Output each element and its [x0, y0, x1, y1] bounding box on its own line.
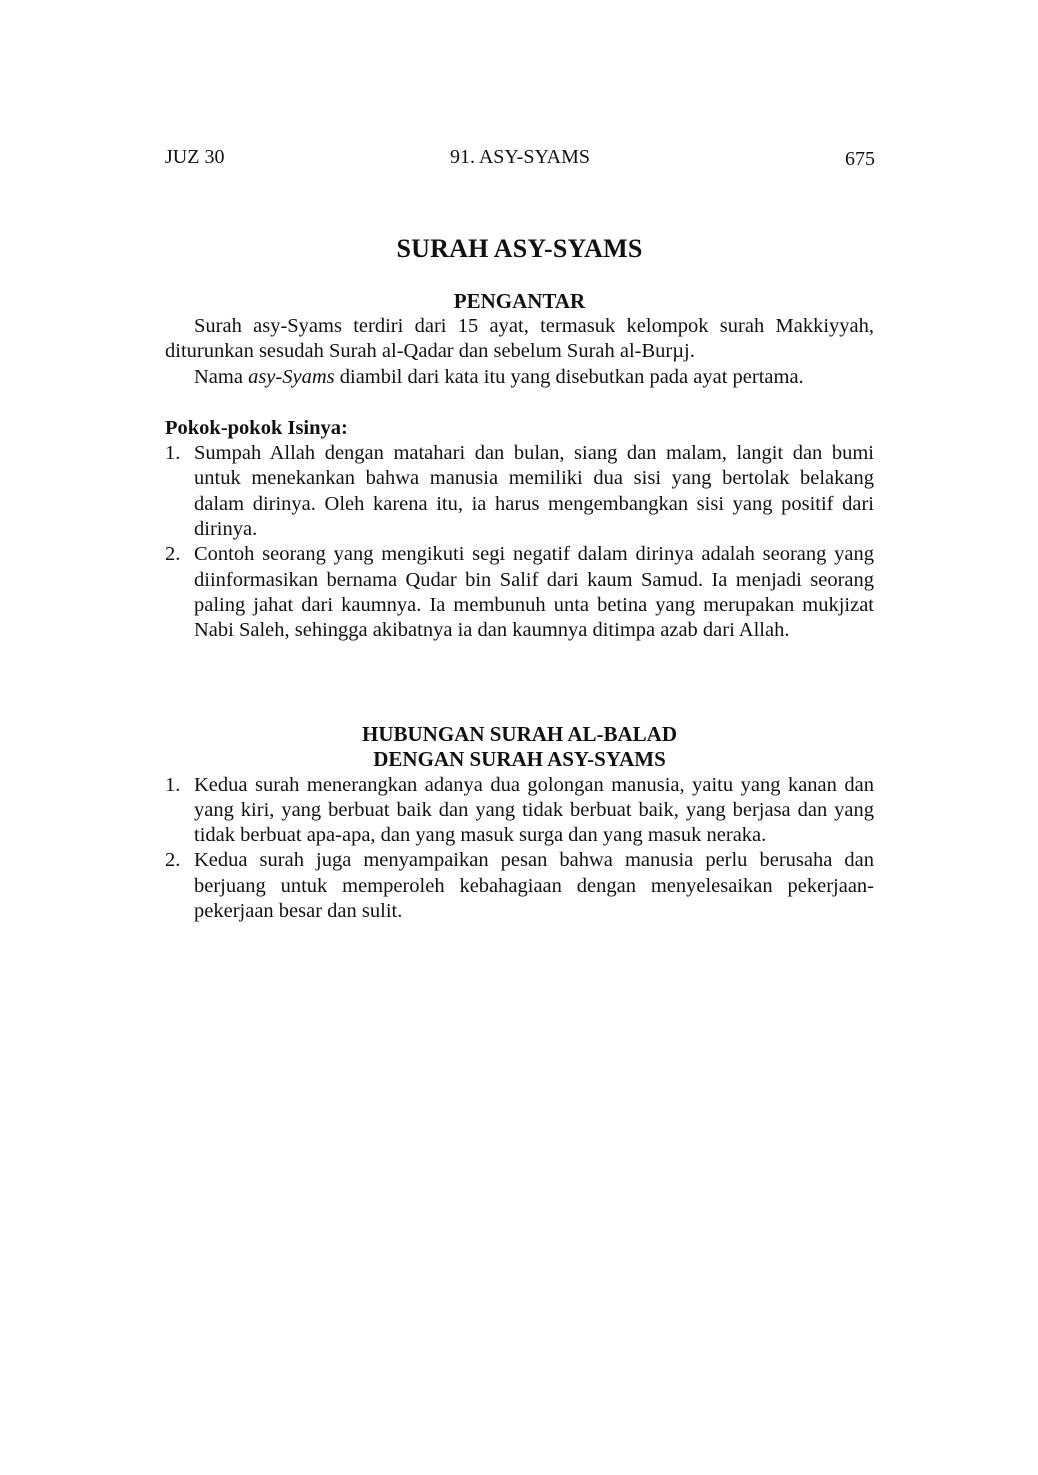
page-title: SURAH ASY-SYAMS: [396, 234, 643, 263]
list-number: 1.: [165, 442, 181, 465]
list-number: 2.: [165, 543, 181, 566]
hubungan-heading: [165, 722, 874, 773]
hubungan-heading-line-1: HUBUNGAN SURAH AL-BALAD: [361, 721, 678, 746]
surah-label: 91. ASY-SYAMS: [449, 146, 591, 168]
para2-after: diambil dari kata itu yang disebutkan pada ayat pertama.: [334, 365, 804, 388]
pokok-heading: Pokok-pokok Isinya:: [165, 416, 348, 439]
juz-label: JUZ 30: [165, 146, 225, 168]
list-text: Kedua surah juga menyampaikan pesan bahwa manusia perlu berusaha dan berjuang untuk memperoleh kebahagiaan dengan menyelesaikan pekerjaan-pekerjaan besar dan sulit.: [194, 849, 874, 923]
list-text: Kedua surah menerangkan adanya dua golongan manusia, yaitu yang kanan dan yang kiri, yang berbuat baik dan yang tidak berbuat baik, yang berjasa dan yang tidak berbuat apa-apa, dan yang masuk surga dan yang masuk neraka.: [194, 773, 874, 847]
list-number: 1.: [165, 773, 181, 796]
para2-before: Nama: [194, 365, 249, 388]
pokok-list: [165, 441, 874, 643]
list-item: [165, 773, 874, 849]
list-item: [165, 542, 874, 643]
list-item: [165, 848, 874, 924]
list-text: Sumpah Allah dengan matahari dan bulan, siang dan malam, langit dan bumi untuk menekankan bahwa manusia memiliki dua sisi yang bertolak belakang dalam dirinya. Oleh karena itu, ia harus mengembangkan sisi yang positif dari dirinya.: [194, 442, 874, 541]
page-number: 675: [845, 148, 875, 170]
hubungan-heading-line-2: DENGAN SURAH ASY-SYAMS: [373, 747, 666, 772]
running-header: [165, 146, 875, 172]
list-text: Contoh seorang yang mengikuti segi negatif dalam dirinya adalah seorang yang diinformasikan bernama Qudar bin Salif dari kaum Samud. Ia menjadi seorang paling jahat dari kaumnya. Ia membunuh unta betina yang merupakan mukjizat Nabi Saleh, sehingga akibatnya ia dan kaumnya ditimpa azab dari Allah.: [194, 543, 874, 642]
list-item: [165, 441, 874, 542]
page-content: [165, 232, 874, 924]
pengantar-paragraph-1: Surah asy-Syams terdiri dari 15 ayat, termasuk kelompok surah Makkiyyah, diturunkan sesudah Surah al-Qadar dan sebelum Surah al-Burµj.: [165, 315, 874, 363]
surah-name-italic: asy-Syams: [248, 365, 335, 388]
pengantar-paragraph-2: [165, 365, 874, 390]
hubungan-list: [165, 773, 874, 925]
pengantar-heading: PENGANTAR: [453, 289, 586, 313]
list-number: 2.: [165, 849, 181, 872]
